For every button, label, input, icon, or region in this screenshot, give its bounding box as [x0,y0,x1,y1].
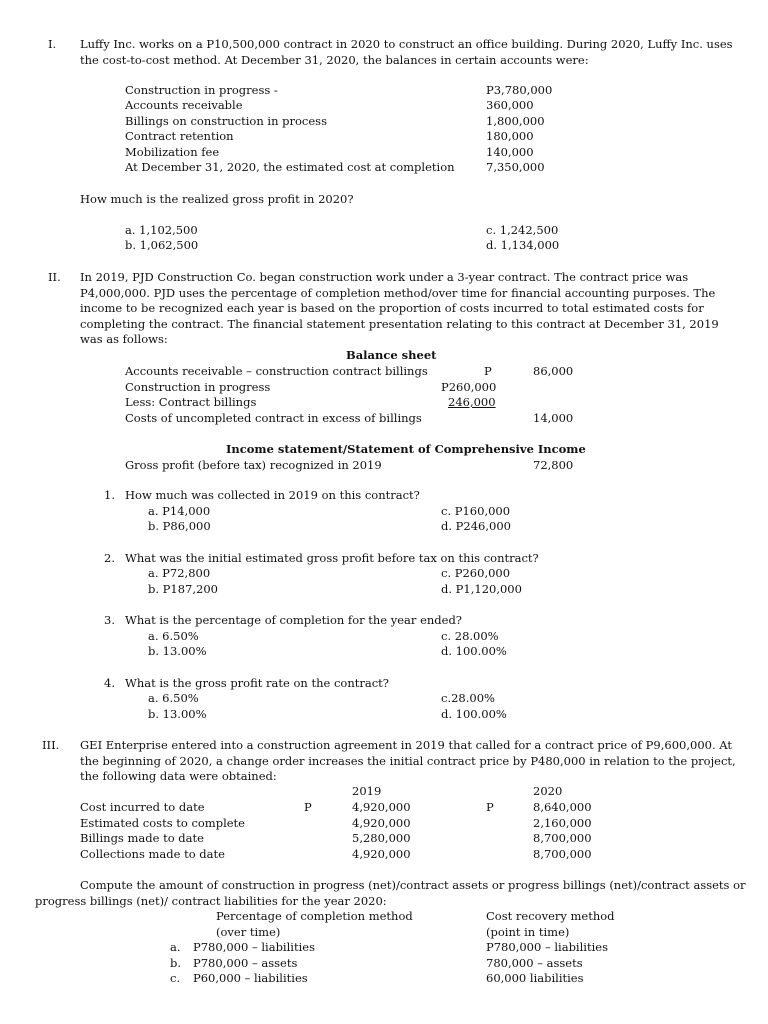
choice-b: b. 1,062,500 [125,238,199,252]
question-number: 3. [104,613,115,627]
question-number: 1. [104,488,115,502]
account-label: Billings on construction in process [125,114,327,128]
section-3-numeral: III. [42,738,60,752]
answer-cost-recovery: P780,000 – liabilities [486,940,608,954]
question-number: 4. [104,676,115,690]
choice-d: d. P1,120,000 [441,582,522,596]
choice-a: a. P14,000 [148,504,211,518]
value-2019: 5,280,000 [352,831,411,845]
answer-letter: a. [170,940,181,954]
currency-2019: P [304,800,312,814]
answer-cost-recovery: 780,000 – assets [486,956,583,970]
account-label: Mobilization fee [125,145,220,159]
compute-line-1: Compute the amount of construction in progress (net)/contract assets or progress billings (net)/contract assets or [80,878,746,892]
bs-costs-label: Costs of uncompleted contract in excess of billings [125,411,422,425]
question-text: What is the percentage of completion for the year ended? [125,613,462,627]
value-2019: 4,920,000 [352,800,411,814]
choice-b: b. 13.00% [148,707,207,721]
value-2019: 4,920,000 [352,816,411,830]
data-row-label: Estimated costs to complete [80,816,245,830]
choice-b: b. 13.00% [148,644,207,658]
cost-recovery-subheading: (point in time) [486,925,570,939]
choice-c: c. 28.00% [441,629,499,643]
account-value: 1,800,000 [486,114,545,128]
bs-cip-label: Construction in progress [125,380,271,394]
year-2019-heading: 2019 [352,784,382,798]
answer-letter: b. [170,956,182,970]
bs-costs-value: 14,000 [533,411,574,425]
choice-d: d. 1,134,000 [486,238,560,252]
choice-c: c. P260,000 [441,566,511,580]
value-2020: 2,160,000 [533,816,592,830]
value-2020: 8,700,000 [533,831,592,845]
data-row-label: Billings made to date [80,831,204,845]
year-2020-heading: 2020 [533,784,563,798]
account-value: 360,000 [486,98,534,112]
section-1-numeral: I. [48,37,57,51]
question-text: How much was collected in 2019 on this contract? [125,488,420,502]
section-3-intro: GEI Enterprise entered into a construction agreement in 2019 that called for a contract price of P9,600,000. At the beginning of 2020, a change order increases the initial contract price by P480,000 in relation to the project, the following data were obtained: [80,738,736,784]
data-row-label: Collections made to date [80,847,225,861]
bs-less-value: 246,000 [448,395,496,409]
value-2019: 4,920,000 [352,847,411,861]
account-value: 140,000 [486,145,534,159]
gross-profit-value: 72,800 [533,458,574,472]
cost-recovery-heading: Cost recovery method [486,909,615,923]
currency-2020: P [486,800,494,814]
value-2020: 8,700,000 [533,847,592,861]
compute-line-2: progress billings (net)/ contract liabilities for the year 2020: [35,894,387,908]
choice-a: a. 6.50% [148,691,199,705]
poc-method-heading: Percentage of completion method [216,909,413,923]
answer-poc: P780,000 – assets [193,956,298,970]
section-1-question: How much is the realized gross profit in 2020? [80,192,354,206]
answer-poc: P780,000 – liabilities [193,940,315,954]
question-text: What was the initial estimated gross profit before tax on this contract? [125,551,539,565]
gross-profit-label: Gross profit (before tax) recognized in 2019 [125,458,382,472]
choice-a: a. P72,800 [148,566,211,580]
answer-poc: P60,000 – liabilities [193,971,308,985]
account-value: 7,350,000 [486,160,545,174]
choice-c: c. 1,242,500 [486,223,559,237]
section-2-numeral: II. [48,270,61,284]
answer-letter: c. [170,971,181,985]
choice-d: d. 100.00% [441,644,507,658]
choice-a: a. 6.50% [148,629,199,643]
section-1-intro: Luffy Inc. works on a P10,500,000 contract in 2020 to construct an office building. During 2020, Luffy Inc. uses the cost-to-cost method. At December 31, 2020, the balances in certain accounts were: [80,37,733,67]
choice-d: d. 100.00% [441,707,507,721]
choice-c: c. P160,000 [441,504,511,518]
account-label: At December 31, 2020, the estimated cost at completion [125,160,455,174]
poc-method-subheading: (over time) [216,925,281,939]
value-2020: 8,640,000 [533,800,592,814]
bs-ar-value: 86,000 [533,364,574,378]
choice-a: a. 1,102,500 [125,223,198,237]
choice-d: d. P246,000 [441,519,511,533]
bs-cip-value: P260,000 [441,380,497,394]
income-statement-heading: Income statement/Statement of Comprehensive Income [226,442,586,456]
account-label: Contract retention [125,129,234,143]
bs-ar-currency: P [484,364,492,378]
account-label: Construction in progress - [125,83,278,97]
choice-c: c.28.00% [441,691,495,705]
account-label: Accounts receivable [125,98,243,112]
bs-less-label: Less: Contract billings [125,395,257,409]
answer-cost-recovery: 60,000 liabilities [486,971,584,985]
bs-ar-label: Accounts receivable – construction contract billings [125,364,428,378]
data-row-label: Cost incurred to date [80,800,205,814]
choice-b: b. P187,200 [148,582,218,596]
account-value: P3,780,000 [486,83,553,97]
choice-b: b. P86,000 [148,519,211,533]
question-text: What is the gross profit rate on the contract? [125,676,389,690]
account-value: 180,000 [486,129,534,143]
section-2-intro: In 2019, PJD Construction Co. began construction work under a 3-year contract. The contract price was P4,000,000. PJD uses the percentage of completion method/over time for financial accounting purposes. The income to be recognized each year is based on the proportion of costs incurred to total estimated costs for completing the contract. The financial statement presentation relating to this contract at December 31, 2019 was as follows: [80,270,719,347]
balance-sheet-heading: Balance sheet [346,348,437,362]
question-number: 2. [104,551,115,565]
